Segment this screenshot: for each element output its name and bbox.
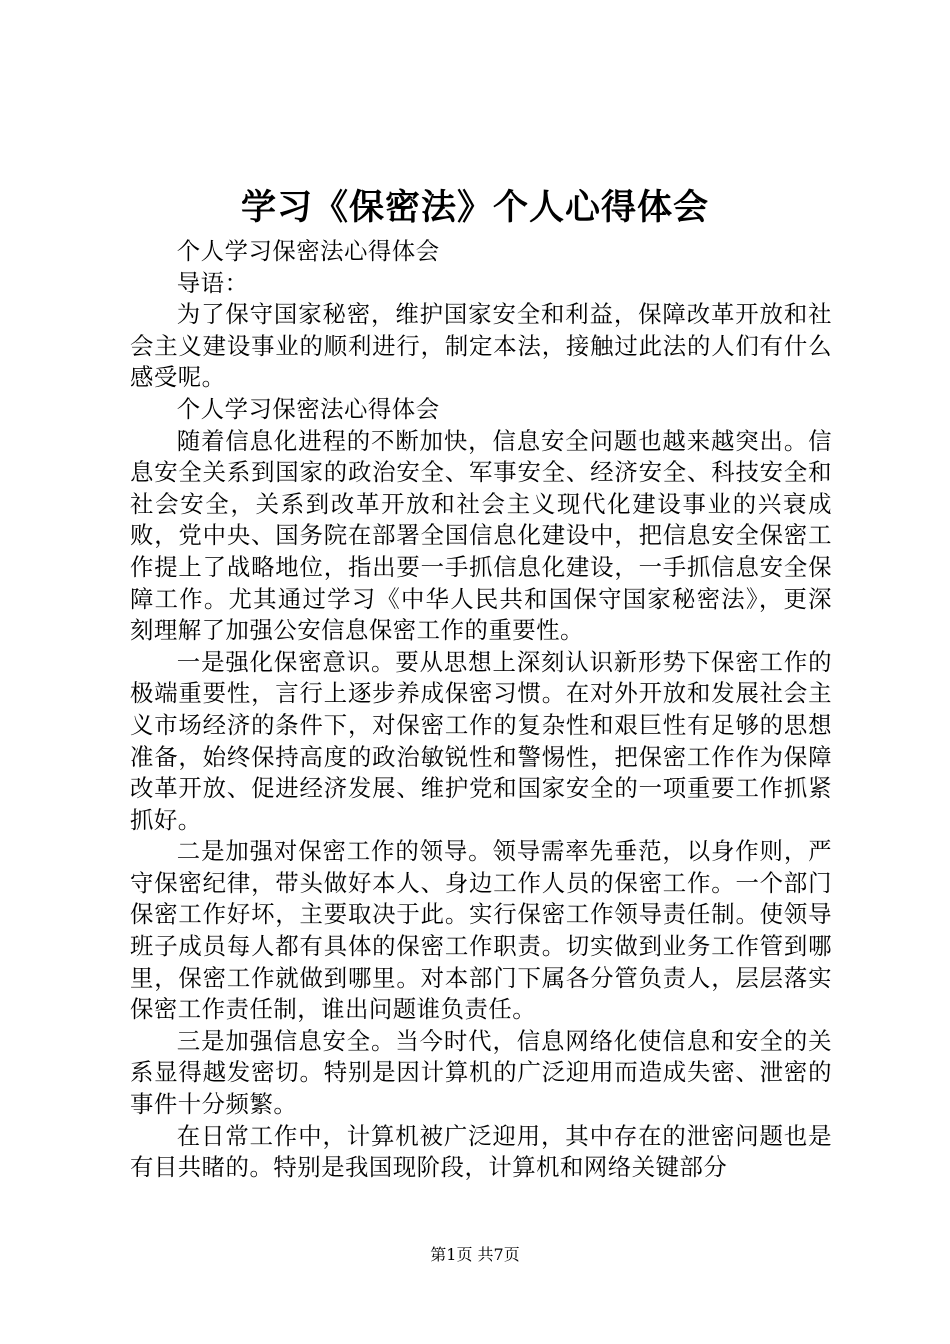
page-number-footer: 第1页 共7页 bbox=[430, 1245, 520, 1264]
paragraph: 个人学习保密法心得体会 bbox=[176, 237, 440, 265]
paragraph: 个人学习保密法心得体会 bbox=[176, 394, 440, 423]
paragraph: 在日常工作中，计算机被广泛迎用，其中存在的泄密问题也是有目共睹的。特别是我国现阶段，计算机和网络关键部分 bbox=[130, 1121, 832, 1182]
paragraph: 二是加强对保密工作的领导。领导需率先垂范，以身作则，严守保密纪律，带头做好本人、身边工作人员的保密工作。一个部门保密工作好坏，主要取决于此。实行保密工作领导责任制。使领导班子成员每人都有具体的保密工作职责。切实做到业务工作管到哪里，保密工作就做到哪里。对本部门下属各分管负责人，层层落实保密工作责任制，谁出问题谁负责任。 bbox=[130, 837, 832, 1024]
paragraph: 三是加强信息安全。当今时代，信息网络化使信息和安全的关系显得越发密切。特别是因计算机的广泛迎用而造成失密、泄密的事件十分频繁。 bbox=[130, 1026, 832, 1119]
document-title: 学习《保密法》个人心得体会 bbox=[240, 187, 709, 228]
paragraph: 随着信息化进程的不断加快，信息安全问题也越来越突出。信息安全关系到国家的政治安全、军事安全、经济安全、科技安全和社会安全，关系到改革开放和社会主义现代化建设事业的兴衰成败，党中央、国务院在部署全国信息化建设中，把信息安全保密工作提上了战略地位，指出要一手抓信息化建设，一手抓信息安全保障工作。尤其通过学习《中华人民共和国保守国家秘密法》，更深刻理解了加强公安信息保密工作的重要性。 bbox=[130, 426, 832, 645]
paragraph: 一是强化保密意识。要从思想上深刻认识新形势下保密工作的极端重要性，言行上逐步养成保密习惯。在对外开放和发展社会主义市场经济的条件下，对保密工作的复杂性和艰巨性有足够的思想准备，始终保持高度的政治敏锐性和警惕性，把保密工作作为保障改革开放、促进经济发展、维护党和国家安全的一项重要工作抓紧抓好。 bbox=[130, 647, 832, 834]
paragraph: 为了保守国家秘密，维护国家安全和利益，保障改革开放和社会主义建设事业的顺利进行，制定本法，接触过此法的人们有什么感受呢。 bbox=[130, 300, 832, 392]
paragraph: 导语： bbox=[176, 268, 249, 297]
document-body bbox=[130, 236, 832, 1184]
